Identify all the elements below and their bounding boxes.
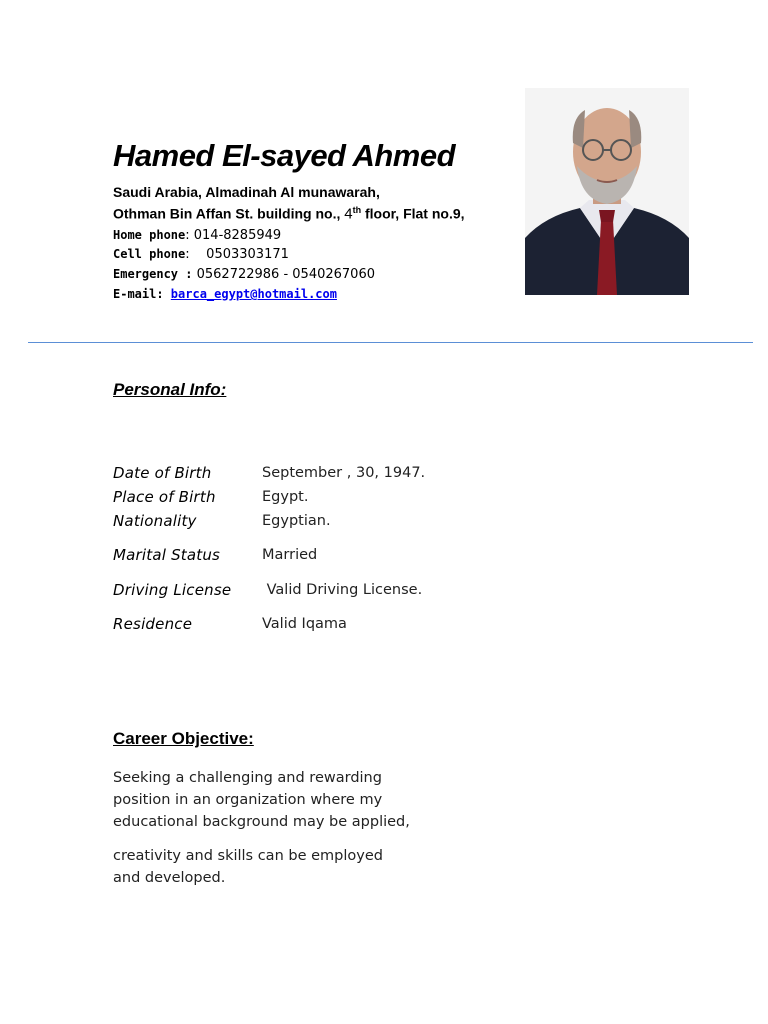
pob-label: Place of Birth xyxy=(113,488,216,506)
career-line: creativity and skills can be employed xyxy=(113,848,383,864)
email-row xyxy=(113,287,337,302)
dob-value: September , 30, 1947. xyxy=(262,465,426,481)
residence-label: Residence xyxy=(113,615,193,633)
address-floor-suffix: th xyxy=(352,205,362,215)
cell-phone-label: Cell phone xyxy=(113,247,186,261)
address-street: Othman Bin Affan St. building no., xyxy=(113,205,345,222)
personal-info-title: Personal Info: xyxy=(113,380,227,399)
emergency-label: Emergency : xyxy=(113,267,193,281)
cell-phone-row xyxy=(113,247,289,262)
career-paragraph-2 xyxy=(113,845,433,889)
address-line-2 xyxy=(113,205,465,223)
cell-phone-separator: : xyxy=(185,247,207,262)
career-line: educational background may be applied, xyxy=(113,814,410,830)
email-link[interactable]: barca_egypt@hotmail.com xyxy=(170,287,337,301)
career-line: Seeking a challenging and rewarding xyxy=(113,770,382,786)
career-paragraph-1 xyxy=(113,767,433,833)
emergency-row xyxy=(113,267,375,282)
cell-phone-value: 0503303171 xyxy=(206,247,289,262)
address-line-1: Saudi Arabia, Almadinah Al munawarah, xyxy=(113,184,380,200)
emergency-value: 0562722986 - 0540267060 xyxy=(192,267,375,282)
profile-photo xyxy=(525,88,689,295)
residence-value: Valid Iqama xyxy=(262,616,347,632)
home-phone-label: Home phone xyxy=(113,228,186,242)
driving-license-label: Driving License xyxy=(113,581,232,599)
home-phone-row xyxy=(113,228,281,243)
person-name: Hamed El-sayed Ahmed xyxy=(113,138,456,173)
address-flat: floor, Flat no.9, xyxy=(361,205,465,222)
marital-status-value: Married xyxy=(262,547,318,563)
career-line: and developed. xyxy=(113,870,226,886)
career-line: position in an organization where my xyxy=(113,792,383,808)
home-phone-separator: : xyxy=(185,228,194,243)
pob-value: Egypt. xyxy=(262,489,309,505)
career-objective-title: Career Objective: xyxy=(113,729,254,748)
nationality-value: Egyptian. xyxy=(262,513,331,529)
portrait-illustration xyxy=(525,88,689,295)
dob-label: Date of Birth xyxy=(113,464,212,482)
driving-license-value: Valid Driving License. xyxy=(262,582,423,598)
header-divider xyxy=(28,342,753,343)
address-floor-number: 4 xyxy=(344,205,353,223)
marital-status-label: Marital Status xyxy=(113,546,221,564)
email-label: E-mail: xyxy=(113,287,171,301)
nationality-label: Nationality xyxy=(113,512,197,530)
home-phone-value: 014-8285949 xyxy=(193,228,282,243)
